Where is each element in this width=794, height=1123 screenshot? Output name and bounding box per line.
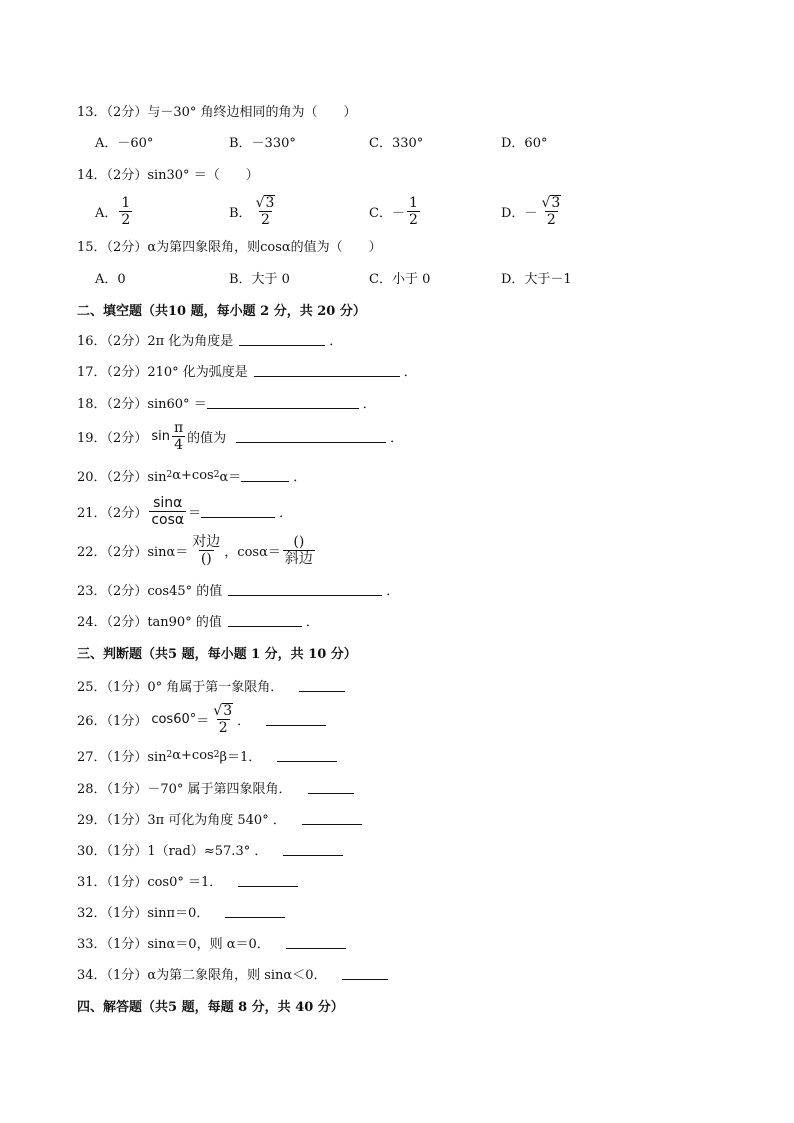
question-15-options <box>95 264 615 290</box>
option-c: C．330° <box>369 135 424 151</box>
question-33: 33．（1分）sinα＝0，则 α＝0． <box>77 931 350 953</box>
option-d: D．大于－1 <box>501 271 572 287</box>
question-29: 29．（1分）3π 可化为角度 540° ． <box>77 807 366 829</box>
question-28: 28．（1分）－70° 属于第四象限角． <box>77 776 358 798</box>
answer-blank[interactable] <box>207 395 359 409</box>
question-31: 31．（1分）cos0° ＝1． <box>77 869 302 891</box>
fraction: $\frac{()}{\text{斜边}}$ <box>284 533 313 567</box>
section-fill-in: 二、填空题（共10 题，每小题 2 分，共 20 分） <box>77 304 366 319</box>
question-14 <box>77 162 259 184</box>
question-16: 16．（2分）2π 化为角度是 ． <box>77 333 343 349</box>
question-21: 21．（2分） $\frac{\sin\alpha}{\cos\alpha}$ ＝ ． <box>77 494 293 528</box>
fraction: $\frac{1}{2}$ <box>121 194 131 228</box>
answer-blank[interactable] <box>302 811 362 825</box>
fraction: √ 3 2 <box>541 195 561 228</box>
question-17: 17．（2分）210° 化为弧度是 ． <box>77 364 417 380</box>
answer-blank[interactable] <box>228 582 382 596</box>
option-d: D．60° <box>501 135 548 151</box>
answer-blank[interactable] <box>342 966 388 980</box>
option-a: A． $\frac{1}{2}$ <box>95 194 131 228</box>
question-20: 20．（2分）sin 2 α+cos 2 α＝ ． <box>77 467 307 485</box>
question-27: 27．（1分）sin 2 α+cos 2 β＝1． <box>77 744 341 766</box>
answer-blank[interactable] <box>239 332 325 346</box>
option-c: C．小于 0 <box>369 271 431 287</box>
section-true-false: 三、判断题（共5 题，每小题 1 分，共 10 分） <box>77 647 357 662</box>
answer-blank[interactable] <box>283 842 343 856</box>
question-13-stem: 13．（2分）与－30° 角终边相同的角为（ ） <box>77 104 357 120</box>
option-a: A．0 <box>95 271 126 287</box>
fraction: √ 3 2 <box>213 703 233 736</box>
sqrt-icon: √ 3 <box>541 195 561 211</box>
question-23: 23．（2分）cos45° 的值 ． <box>77 583 400 599</box>
sqrt-icon: √ 3 <box>255 195 275 211</box>
answer-blank[interactable] <box>299 678 345 692</box>
question-15 <box>77 234 382 256</box>
question-24: 24．（2分）tan90° 的值 ． <box>77 614 319 630</box>
answer-blank[interactable] <box>228 613 302 627</box>
question-30: 30．（1分）1（rad）≈57.3° ． <box>77 838 347 860</box>
answer-blank[interactable] <box>236 429 386 443</box>
question-25: 25．（1分）0° 角属于第一象限角． <box>77 674 349 696</box>
question-13 <box>77 99 357 121</box>
answer-blank[interactable] <box>266 712 326 726</box>
option-b: B． √ 3 2 <box>229 194 279 228</box>
question-26: 26．（1分） cos60° ＝ √ 3 2 ． <box>77 700 330 738</box>
question-32: 32．（1分）sinπ＝0． <box>77 900 289 922</box>
option-b: B．大于 0 <box>229 271 290 287</box>
fraction: $\frac{\text{对边}}{()}$ <box>192 533 221 567</box>
option-a: A．－60° <box>95 135 154 151</box>
answer-blank[interactable] <box>277 748 337 762</box>
answer-blank[interactable] <box>308 780 354 794</box>
fraction: $\frac{\sin\alpha}{\cos\alpha}$ <box>151 494 185 528</box>
answer-blank[interactable] <box>254 363 400 377</box>
question-34: 34．（1分）α为第二象限角，则 sinα＜0． <box>77 962 392 984</box>
answer-blank[interactable] <box>201 504 275 518</box>
answer-blank[interactable] <box>241 468 289 482</box>
option-c: C． － $\frac{1}{2}$ <box>369 194 418 228</box>
answer-blank[interactable] <box>225 904 285 918</box>
question-19: 19．（2分） sin $\frac{\pi}{4}$ 的值为 ． <box>77 419 404 453</box>
question-14-options <box>95 194 615 228</box>
question-15-stem: 15．（2分）α为第四象限角，则cosα的值为（ ） <box>77 239 382 255</box>
question-18: 18．（2分）sin60° ＝ ． <box>77 396 376 412</box>
question-13-options <box>95 128 615 154</box>
answer-blank[interactable] <box>238 873 298 887</box>
fraction: $\frac{1}{2}$ <box>408 194 418 228</box>
section-answer: 四、解答题（共5 题，每题 8 分，共 40 分） <box>77 1000 344 1015</box>
option-d: D． － √ 3 2 <box>501 194 565 228</box>
sqrt-icon: √ 3 <box>213 703 233 719</box>
option-b: B．－330° <box>229 135 296 151</box>
fraction: $\frac{\pi}{4}$ <box>173 419 184 453</box>
question-22: 22．（2分）sinα＝ $\frac{\text{对边}}{()}$ ，cosα＝ $\frac{()}{\text{斜边}}$ <box>77 533 313 567</box>
fraction: √ 3 2 <box>255 195 275 228</box>
answer-blank[interactable] <box>286 935 346 949</box>
question-14-stem: 14．（2分）sin30° ＝（ ） <box>77 167 259 183</box>
